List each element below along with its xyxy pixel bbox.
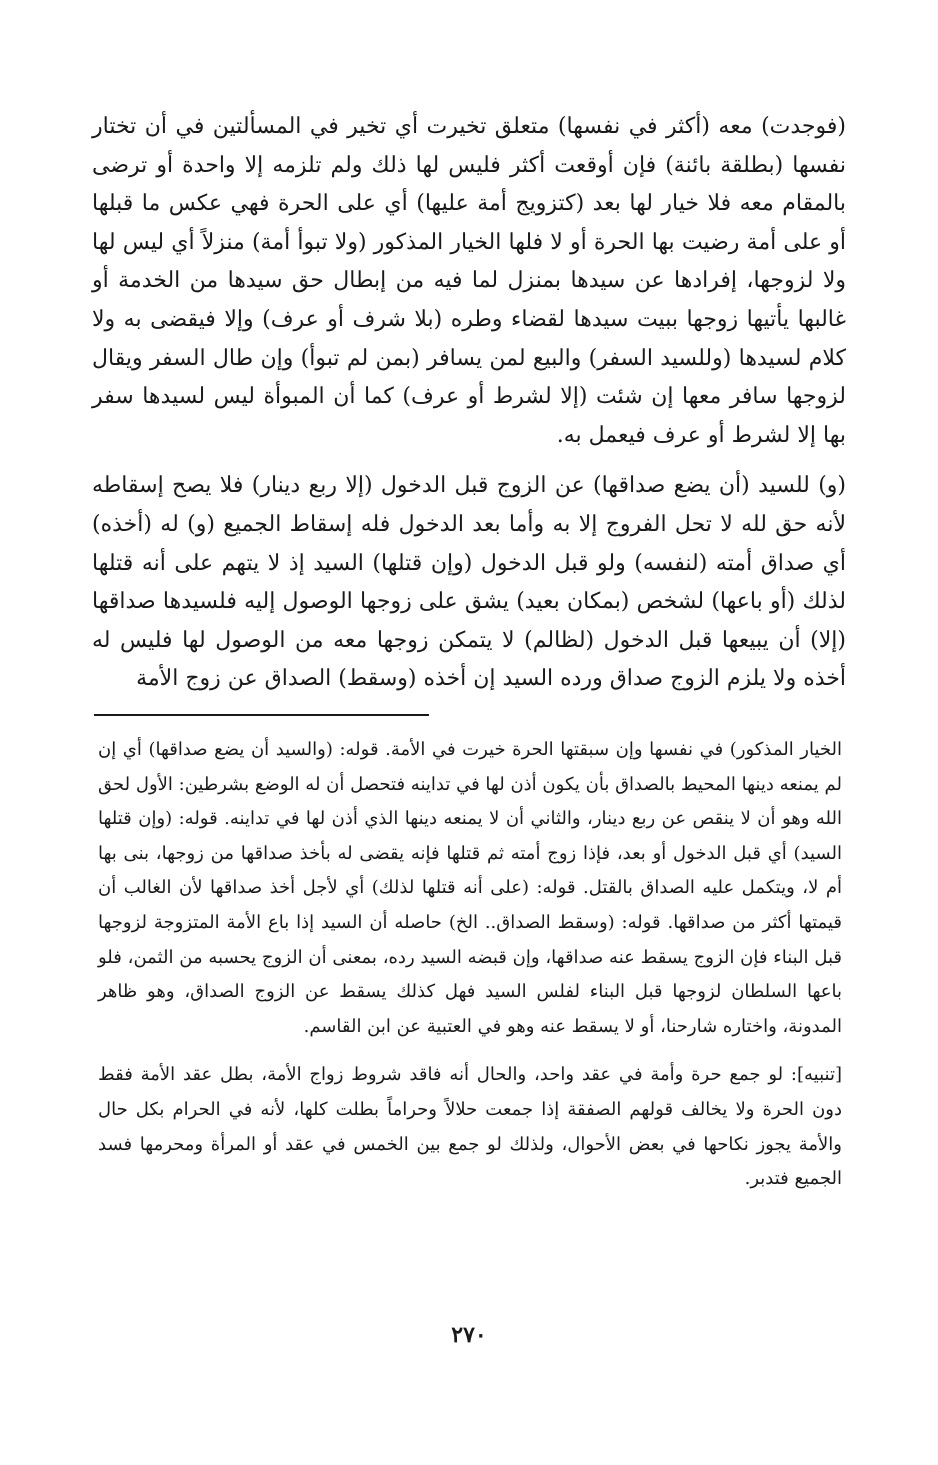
main-paragraph-2: (و) للسيد (أن يضع صداقها) عن الزوج قبل الدخول (إلا ربع دينار) فلا يصح إسقاطه لأنه حق لله لا تحل الفروج إلا به وأما بعد الدخول فله إسقاط الجميع (و) له (أخذه) أي صداق أمته (لنفسه) ولو قبل الدخول (وإن قتلها) السيد إذ لا يتهم على أنه قتلها لذلك (أو باعها) لشخص (بمكان بعيد) يشق على زوجها الوصول إليه فلسيدها صداقها (إلا) أن يبيعها قبل الدخول (لظالم) لا يتمكن زوجها معه من الوصول لها فليس له أخذه ولا يلزم الزوج صداق ورده السيد إن أخذه (وسقط) الصداق عن زوج الأمة xyxy=(92,473,846,692)
main-text-body xyxy=(92,108,846,699)
footnote-paragraph-1: الخيار المذكور) في نفسها وإن سبقتها الحرة خيرت في الأمة. قوله: (والسيد أن يضع صداقها) أي إن لم يمنعه دينها المحيط بالصداق بأن يكون أذن لها في تداينه فتحصل أن له الوضع بشرطين: الأول لحق الله وهو أن لا ينقص عن ربع دينار، والثاني أن لا يمنعه دينها الذي أذن لها في تداينه. قوله: (وإن قتلها السيد) أي قبل الدخول أو بعد، فإذا زوج أمته ثم قتلها فإنه يقضى له بأخذ صداقها من زوجها، بنى بها أم لا، ويتكمل عليه الصداق بالقتل. قوله: (على أنه قتلها لذلك) أي لأجل أخذ صداقها لأن الغالب أن قيمتها أكثر من صداقها. قوله: (وسقط الصداق.. الخ) حاصله أن السيد إذا باع الأمة المتزوجة لزوجها قبل البناء فإن الزوج يسقط عنه صداقها، وإن قبضه السيد رده، بمعنى أن الزوج يحسبه من الثمن، فلو باعها السلطان لزوجها قبل البناء لفلس السيد فهل كذلك يسقط عن الزوج الصداق، وهو ظاهر المدونة، واختاره شارحنا، أو لا يسقط عنه وهو في العتبية عن ابن القاسم. xyxy=(98,739,843,1037)
page-number: ٢٧٠ xyxy=(451,1322,487,1348)
footnote-divider xyxy=(94,714,429,716)
footnote-paragraph-2: [تنبيه]: لو جمع حرة وأمة في عقد واحد، والحال أنه فاقد شروط زواج الأمة، بطل عقد الأمة فقط دون الحرة ولا يخالف قولهم الصفقة إذا جمعت حلالاً وحراماً بطلت كلها، لأنه في الحرام بكل حال والأمة يجوز نكاحها في بعض الأحوال، ولذلك لو جمع بين الخمس في عقد أو المرأة ومحرمها فسد الجميع فتدبر. xyxy=(98,1064,842,1190)
main-paragraph-1: (فوجدت) معه (أكثر في نفسها) متعلق تخيرت أي تخير في المسألتين في أن تختار نفسها (بطلقة بائنة) فإن أوقعت أكثر فليس لها ذلك ولم تلزمه إلا واحدة أو ترضى بالمقام معه فلا خيار لها بعد (كتزويج أمة عليها) أي على الحرة فهي عكس ما قبلها أو على أمة رضيت بها الحرة أو لا فلها الخيار المذكور (ولا تبوأ أمة) منزلاً أي ليس لها ولا لزوجها، إفرادها عن سيدها بمنزل لما فيه من إبطال حق سيدها من الخدمة أو غالبها يأتيها زوجها ببيت سيدها لقضاء وطره (بلا شرف أو عرف) وإلا فيقضى به ولا كلام لسيدها (وللسيد السفر) والبيع لمن يسافر (بمن لم تبوأ) وإن طال السفر ويقال لزوجها سافر معها إن شئت (إلا لشرط أو عرف) كما أن المبوأة ليس لسيدها سفر بها إلا لشرط أو عرف فيعمل به. xyxy=(92,114,846,448)
footnotes-section xyxy=(98,733,842,1197)
